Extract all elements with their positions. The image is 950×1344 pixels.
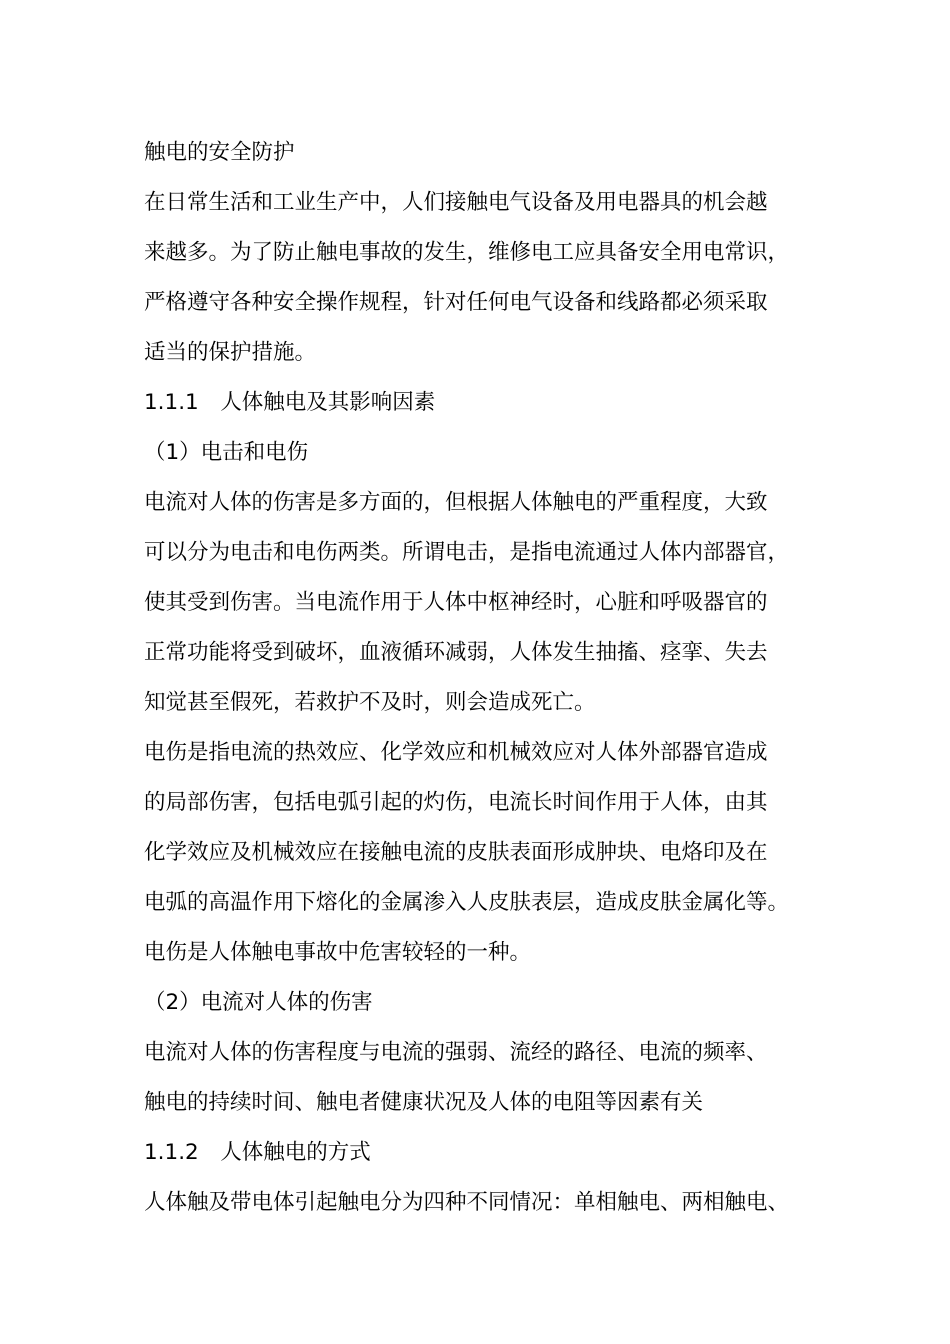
- paragraph-line: 正常功能将受到破坏，血液循环减弱，人体发生抽搐、痉挛、失去: [144, 640, 768, 665]
- paragraph-line: 适当的保护措施。: [144, 340, 317, 365]
- paragraph-line: 人体触及带电体引起触电分为四种不同情况：单相触电、两相触电、: [144, 1190, 790, 1215]
- paragraph-line: 化学效应及机械效应在接触电流的皮肤表面形成肿块、电烙印及在: [144, 840, 768, 865]
- paragraph-line: 电流对人体的伤害程度与电流的强弱、流经的路径、电流的频率、: [144, 1040, 768, 1065]
- item-heading: （2）电流对人体的伤害: [144, 990, 373, 1015]
- paragraph-line: 来越多。为了防止触电事故的发生，维修电工应具备安全用电常识，: [144, 240, 790, 265]
- paragraph-line: 严格遵守各种安全操作规程，针对任何电气设备和线路都必须采取: [144, 290, 768, 315]
- item-heading: （1）电击和电伤: [144, 440, 309, 465]
- paragraph-line: 触电的持续时间、触电者健康状况及人体的电阻等因素有关: [144, 1090, 704, 1115]
- subsection-heading: 1.1.1 人体触电及其影响因素: [144, 390, 436, 415]
- paragraph-line: 的局部伤害，包括电弧引起的灼伤，电流长时间作用于人体，由其: [144, 790, 768, 815]
- paragraph-line: 电弧的高温作用下熔化的金属渗入人皮肤表层，造成皮肤金属化等。: [144, 890, 790, 915]
- paragraph-line: 电流对人体的伤害是多方面的，但根据人体触电的严重程度，大致: [144, 490, 768, 515]
- paragraph-line: 使其受到伤害。当电流作用于人体中枢神经时，心脏和呼吸器官的: [144, 590, 768, 615]
- paragraph-line: 知觉甚至假死，若救护不及时，则会造成死亡。: [144, 690, 596, 715]
- document-body: [144, 128, 834, 1228]
- paragraph-line: 可以分为电击和电伤两类。所谓电击，是指电流通过人体内部器官，: [144, 540, 790, 565]
- paragraph-line: 在日常生活和工业生产中，人们接触电气设备及用电器具的机会越: [144, 190, 768, 215]
- section-title: 触电的安全防护: [144, 140, 295, 165]
- paragraph-line: 电伤是指电流的热效应、化学效应和机械效应对人体外部器官造成: [144, 740, 768, 765]
- paragraph-line: 电伤是人体触电事故中危害较轻的一种。: [144, 940, 532, 965]
- subsection-heading: 1.1.2 人体触电的方式: [144, 1140, 371, 1165]
